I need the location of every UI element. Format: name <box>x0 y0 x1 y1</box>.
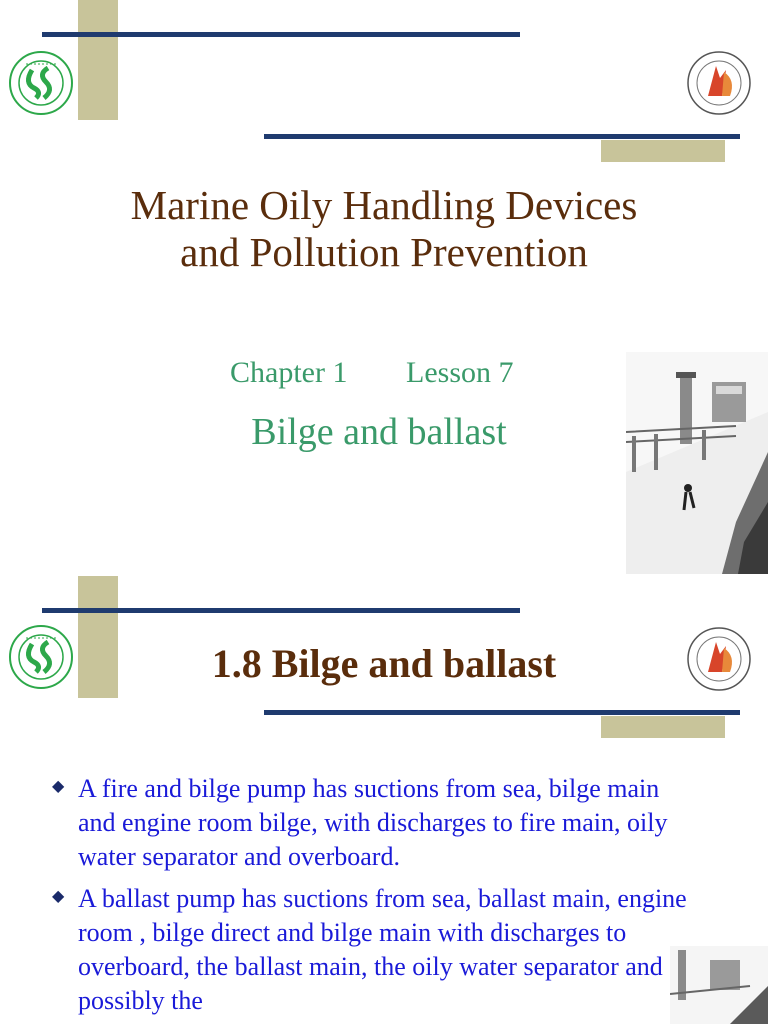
title-line-1: Marine Oily Handling Devices <box>130 182 638 228</box>
second-rule <box>264 710 740 715</box>
slide-title: 1.8 Bilge and ballast <box>211 641 557 686</box>
college-emblem-icon <box>686 50 752 116</box>
accent-block-right <box>601 140 725 162</box>
bullet-text: A fire and bilge pump has suctions from sea, bilge main and engine room bilge, with discharges to fire main, oily water separator and overboard. <box>78 774 668 871</box>
accent-block-right <box>601 716 725 738</box>
chapter-label: Chapter 1 <box>230 356 348 389</box>
presentation-title <box>0 182 768 276</box>
tanker-deck-photo <box>626 352 768 574</box>
top-rule <box>42 32 520 37</box>
title-line-2: and Pollution Prevention <box>180 229 588 275</box>
tanker-deck-photo <box>670 946 768 1024</box>
lesson-label: Lesson 7 <box>406 356 514 389</box>
list-item <box>50 882 690 1018</box>
diamond-bullet-icon: ◆ <box>52 778 65 795</box>
bullet-text: A ballast pump has suctions from sea, ballast main, engine room , bilge direct and bilge main with discharges to overboard, the ballast main, the oily water separator and possibly the <box>78 884 687 1015</box>
diamond-bullet-icon: ◆ <box>52 888 65 905</box>
list-item <box>50 772 690 874</box>
bullet-list <box>50 772 690 1024</box>
second-rule <box>264 134 740 139</box>
accent-block-top-left <box>78 0 118 120</box>
top-rule <box>42 608 520 613</box>
university-seal-icon <box>8 50 74 116</box>
lesson-subtitle: Bilge and ballast <box>251 411 507 453</box>
content-slide <box>0 574 768 1024</box>
